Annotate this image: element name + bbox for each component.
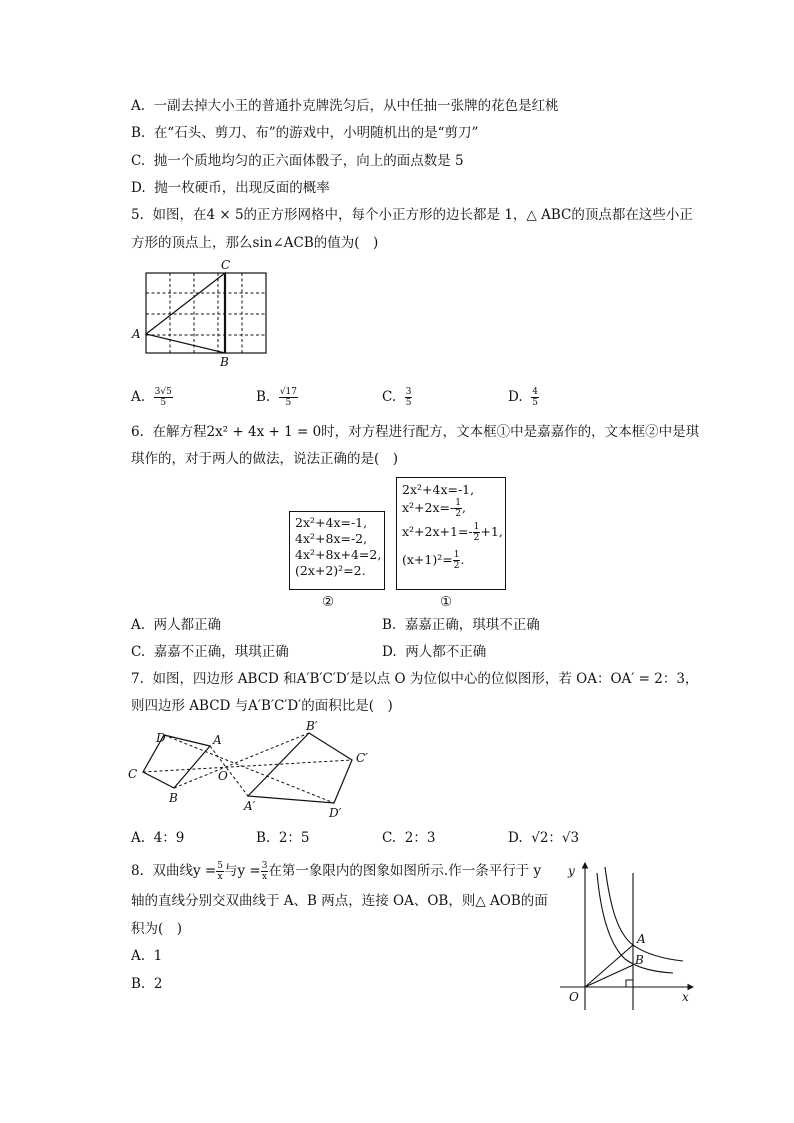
q8-stem-line1: 8. 双曲线y = $\frac{5}{x}$ 与y = $\frac{3}{x}$ 在第一象限内的图象如图所示.作一条平行于 y — [131, 861, 542, 882]
q7-option-d: D. √2：√3 — [508, 830, 580, 846]
label-b-prime: B′ — [306, 719, 318, 733]
q4-option-a: A. 一副去掉大小王的普通扑克牌洗匀后，从中任抽一张牌的花色是红桃 — [131, 98, 559, 114]
label-y: y — [568, 864, 575, 878]
label-d: D — [156, 731, 166, 745]
q7-option-c: C. 2：3 — [382, 830, 436, 846]
grid-border — [146, 273, 266, 353]
q5-grid-figure — [128, 257, 268, 369]
q5-option-b: B. $\frac{√17}{5}$ — [256, 387, 297, 408]
q8-hyperbola-figure — [555, 855, 700, 1015]
q5-stem-line1: 5. 如图，在4 × 5的正方形网格中，每个小正方形的边长都是 1，△ ABC的顶点都在这些小正 — [131, 207, 693, 223]
q6-option-a: A. 两人都正确 — [131, 617, 222, 633]
label-d-prime: D′ — [329, 806, 342, 820]
label-o: O — [569, 990, 579, 1004]
q4-option-d: D. 抛一枚硬币，出现反面的概率 — [131, 180, 330, 196]
q4-option-b: B. 在“石头、剪刀、布”的游戏中，小明随机出的是“剪刀” — [131, 125, 479, 141]
q5-stem-line2: 方形的顶点上，那么sin∠ACB的值为( ) — [131, 235, 379, 251]
q6-option-c: C. 嘉嘉不正确，琪琪正确 — [131, 644, 289, 660]
q5-option-c: C. $\frac{3}{5}$ — [382, 387, 412, 408]
label-c-prime: C′ — [356, 751, 368, 765]
label-a: A — [213, 733, 222, 747]
label-a-prime: A′ — [244, 799, 256, 813]
q8-stem-line2: 轴的直线分别交双曲线于 A、B 两点，连接 OA、OB，则△ AOB的面 — [131, 893, 548, 909]
label-x: x — [682, 990, 689, 1004]
textbox-2-label: ② — [322, 594, 335, 610]
textbox-1-label: ① — [440, 594, 453, 610]
label-b: B — [169, 791, 178, 805]
q7-stem-line2: 则四边形 ABCD 与A′B′C′D′的面积比是( ) — [131, 698, 393, 714]
q8-option-b: B. 2 — [131, 976, 163, 992]
q6-stem-line2: 琪作的，对于两人的做法，说法正确的是( ) — [131, 451, 399, 467]
label-a: A — [637, 932, 646, 946]
label-o: O — [218, 769, 228, 783]
quad-abcd — [143, 735, 210, 788]
label-a: A — [132, 327, 141, 341]
q7-option-b: B. 2：5 — [256, 830, 310, 846]
right-angle-mark — [626, 980, 633, 987]
hyperbola-outer — [605, 867, 683, 961]
quad-a2b2c2d2 — [248, 733, 352, 803]
q8-stem-line3: 积为( ) — [131, 921, 183, 937]
label-c: C — [221, 258, 231, 272]
q6-stem-line1: 6. 在解方程2x² + 4x + 1 = 0时，对方程进行配方，文本框①中是嘉嘉作的，文本框②中是琪 — [131, 424, 700, 440]
q5-option-a: A. $\frac{3√5}{5}$ — [131, 387, 172, 408]
q7-option-a: A. 4：9 — [131, 830, 185, 846]
textbox-2: 2x²+4x=-1, 4x²+8x=-2, 4x²+8x+4=2, (2x+2)²=2. — [289, 511, 385, 590]
q5-option-d: D. $\frac{4}{5}$ — [508, 387, 538, 408]
q7-stem-line1: 7. 如图，四边形 ABCD 和A′B′C′D′是以点 O 为位似中心的位似图形，若 OA：OA′ = 2：3， — [131, 671, 699, 687]
q8-option-a: A. 1 — [131, 948, 163, 964]
grid-dashed-lines — [146, 273, 266, 353]
q7-homothety-figure — [124, 718, 384, 822]
q6-option-b: B. 嘉嘉正确，琪琪不正确 — [382, 617, 540, 633]
textbox-1: 2x²+4x=-1, x²+2x=- $\frac{1}{2}$ , x²+2x+1=- $\frac{1}{2}$ +1, (x+1)²= $\frac{1}{2}$ . — [396, 477, 506, 590]
q4-option-c: C. 抛一个质地均匀的正六面体骰子，向上的面点数是 5 — [131, 153, 464, 169]
triangle-abc — [146, 273, 225, 353]
label-b: B — [635, 953, 644, 967]
label-c: C — [128, 767, 138, 781]
label-b: B — [220, 355, 229, 369]
q6-option-d: D. 两人都不正确 — [382, 644, 487, 660]
